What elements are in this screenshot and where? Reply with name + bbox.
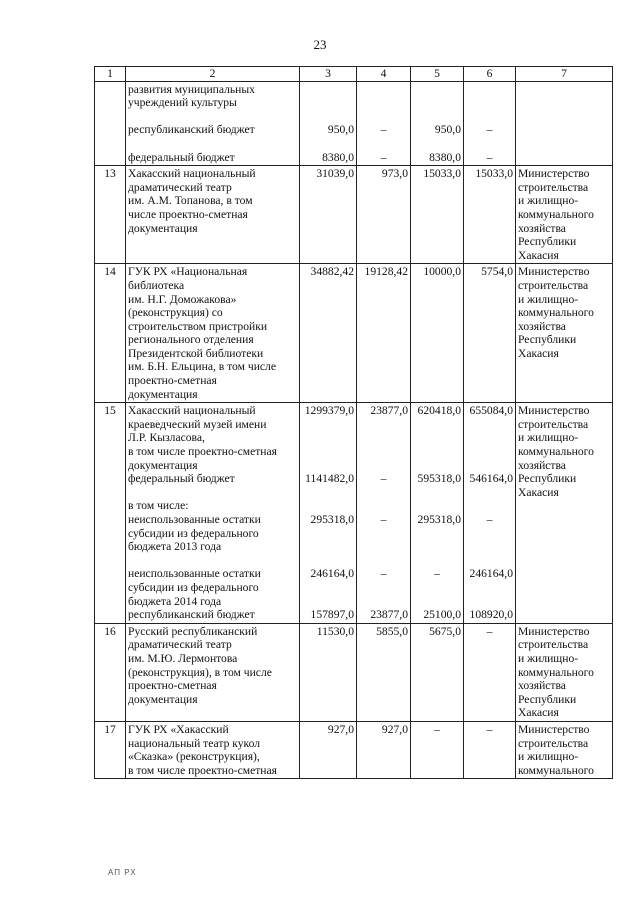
ministry-cell: Министерство строительства и жилищно- коммунального хозяйства Республики Хакасия <box>516 623 613 721</box>
row-number-cell: 16 <box>95 623 126 721</box>
value-cell: – <box>411 721 464 778</box>
value-cell: 23877,0 – – – 23877,0 <box>357 403 411 624</box>
value-cell: 950,0 8380,0 <box>411 81 464 166</box>
value-cell: 927,0 <box>357 721 411 778</box>
federal-budget-label: федеральный бюджет <box>128 150 235 164</box>
row-number-cell: 15 <box>95 403 126 624</box>
table-row <box>95 623 613 721</box>
value-cell: 15033,0 <box>411 166 464 264</box>
value-cell: 927,0 <box>300 721 357 778</box>
value-cell: – – <box>357 81 411 166</box>
table-row <box>95 403 613 624</box>
row-number-cell: 14 <box>95 264 126 403</box>
ministry-cell: Министерство строительства и жилищно- коммунального хозяйства Республики Хакасия <box>516 166 613 264</box>
value-cell: 15033,0 <box>464 166 516 264</box>
value-cell: 5754,0 <box>464 264 516 403</box>
value-cell: – <box>464 721 516 778</box>
ministry-cell: Министерство строительства и жилищно- коммунального хозяйства Республики Хакасия <box>516 403 613 624</box>
table-row-continuation <box>95 81 613 166</box>
table-header-row <box>95 67 613 82</box>
table-row <box>95 721 613 778</box>
budget-table <box>94 66 613 779</box>
value-cell: 620418,0 595318,0 295318,0 – 25100,0 <box>411 403 464 624</box>
value-cell: – <box>464 623 516 721</box>
row-number-cell: 17 <box>95 721 126 778</box>
project-name-cell: ГУК РХ «Национальная библиотека им. Н.Г. Доможакова» (реконструкция) со строительством пристройки регионального отделения Президентской библиотеки им. Б.Н. Ельцина, в том числе проектно-сметная документация <box>126 264 300 403</box>
project-name-cell: Хакасский национальный краеведческий музей имени Л.Р. Кызласова, в том числе проектно-сметная документация федеральный бюджет в том числе: неиспользованные остатки субсидии из федерального бюджета 2013 года неиспользованные остатки субсидии из федерального бюджета 2014 года республиканский бюджет <box>126 403 300 624</box>
project-name-cell: развития муниципальных учреждений культуры республиканский бюджет федеральный бюджет <box>126 81 300 166</box>
column-header: 7 <box>516 67 613 82</box>
value-cell: 11530,0 <box>300 623 357 721</box>
republic-budget-label: республиканский бюджет <box>128 608 255 622</box>
value-cell: 973,0 <box>357 166 411 264</box>
row-number-cell <box>95 81 126 166</box>
value-cell: 5675,0 <box>411 623 464 721</box>
project-name-cell: ГУК РХ «Хакасский национальный театр кукол «Сказка» (реконструкция), в том числе проектно-сметная <box>126 721 300 778</box>
value-cell: 1299379,0 1141482,0 295318,0 246164,0 157897,0 <box>300 403 357 624</box>
table-row <box>95 264 613 403</box>
column-header: 4 <box>357 67 411 82</box>
republic-budget-label: республиканский бюджет <box>128 123 255 137</box>
row-number-cell: 13 <box>95 166 126 264</box>
column-header: 6 <box>464 67 516 82</box>
column-header: 3 <box>300 67 357 82</box>
value-cell: 34882,42 <box>300 264 357 403</box>
table-row <box>95 166 613 264</box>
column-header: 1 <box>95 67 126 82</box>
project-name-cell: Русский республиканский драматический театр им. М.Ю. Лермонтова (реконструкция), в том числе проектно-сметная документация <box>126 623 300 721</box>
value-cell: 19128,42 <box>357 264 411 403</box>
project-name-cell: Хакасский национальный драматический театр им. А.М. Топанова, в том числе проектно-сметная документация <box>126 166 300 264</box>
value-cell: 5855,0 <box>357 623 411 721</box>
column-header: 5 <box>411 67 464 82</box>
value-cell: – – <box>464 81 516 166</box>
footer-code: АП РХ <box>108 868 137 877</box>
ministry-cell: Министерство строительства и жилищно- коммунального <box>516 721 613 778</box>
column-header: 2 <box>126 67 300 82</box>
value-cell: 31039,0 <box>300 166 357 264</box>
federal-budget-label: федеральный бюджет <box>128 472 235 486</box>
page-number: 23 <box>313 37 327 52</box>
ministry-cell <box>516 81 613 166</box>
value-cell: 10000,0 <box>411 264 464 403</box>
value-cell: 950,0 8380,0 <box>300 81 357 166</box>
ministry-cell: Министерство строительства и жилищно- коммунального хозяйства Республики Хакасия <box>516 264 613 403</box>
value-cell: 655084,0 546164,0 – 246164,0 108920,0 <box>464 403 516 624</box>
